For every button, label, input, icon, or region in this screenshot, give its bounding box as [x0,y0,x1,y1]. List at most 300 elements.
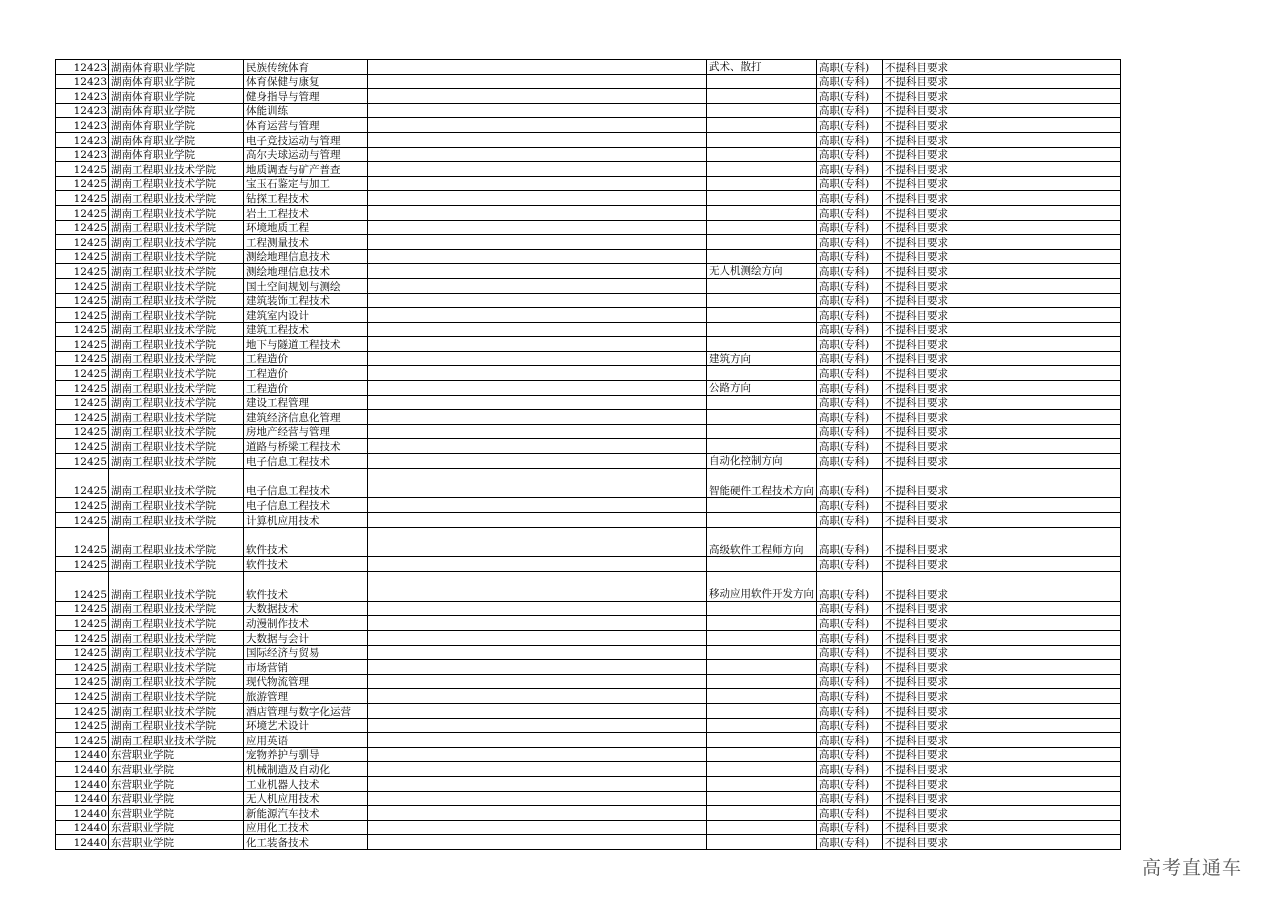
table-row [56,527,1121,557]
education-level-cell: 高职(专科) [817,337,883,352]
major-name-cell: 地质调查与矿产普查 [244,162,368,177]
major-name-cell: 软件技术 [244,572,368,602]
school-name-cell: 湖南工程职业技术学院 [109,689,244,704]
school-name-cell: 东营职业学院 [109,835,244,850]
major-name-cell: 工程测量技术 [244,235,368,250]
table-row [56,733,1121,748]
major-name-cell: 软件技术 [244,557,368,572]
table-row [56,468,1121,498]
education-level-cell: 高职(专科) [817,616,883,631]
school-code-cell: 12425 [56,278,109,293]
table-row [56,395,1121,410]
school-name-cell: 湖南工程职业技术学院 [109,454,244,469]
major-note-cell [368,689,707,704]
major-direction-cell [707,498,817,513]
major-name-cell: 国际经济与贸易 [244,645,368,660]
table-row [56,293,1121,308]
major-direction-cell [707,293,817,308]
subject-requirement-cell: 不提科目要求 [883,337,1121,352]
major-note-cell [368,454,707,469]
education-level-cell: 高职(专科) [817,498,883,513]
major-name-cell: 道路与桥梁工程技术 [244,439,368,454]
major-name-cell: 动漫制作技术 [244,616,368,631]
school-name-cell: 湖南工程职业技术学院 [109,660,244,675]
subject-requirement-cell: 不提科目要求 [883,395,1121,410]
table-row [56,498,1121,513]
subject-requirement-cell: 不提科目要求 [883,132,1121,147]
table-row [56,557,1121,572]
major-name-cell: 建筑装饰工程技术 [244,293,368,308]
table-row [56,162,1121,177]
major-note-cell [368,820,707,835]
school-code-cell: 12423 [56,118,109,133]
education-level-cell: 高职(专科) [817,703,883,718]
table-row [56,410,1121,425]
school-name-cell: 湖南工程职业技术学院 [109,424,244,439]
major-name-cell: 软件技术 [244,527,368,557]
school-code-cell: 12425 [56,733,109,748]
major-direction-cell [707,366,817,381]
school-code-cell: 12425 [56,660,109,675]
subject-requirement-cell: 不提科目要求 [883,424,1121,439]
table-body [56,60,1121,850]
school-name-cell: 湖南体育职业学院 [109,103,244,118]
major-name-cell: 宠物养护与驯导 [244,747,368,762]
major-note-cell [368,527,707,557]
table-row [56,601,1121,616]
major-direction-cell [707,820,817,835]
major-name-cell: 高尔夫球运动与管理 [244,147,368,162]
subject-requirement-cell: 不提科目要求 [883,806,1121,821]
school-name-cell: 湖南体育职业学院 [109,147,244,162]
major-direction-cell [707,645,817,660]
education-level-cell: 高职(专科) [817,118,883,133]
school-code-cell: 12425 [56,557,109,572]
major-note-cell [368,703,707,718]
major-note-cell [368,410,707,425]
school-name-cell: 湖南工程职业技术学院 [109,718,244,733]
major-name-cell: 岩土工程技术 [244,205,368,220]
major-direction-cell: 移动应用软件开发方向 [707,572,817,602]
subject-requirement-cell: 不提科目要求 [883,162,1121,177]
major-note-cell [368,835,707,850]
major-note-cell [368,249,707,264]
education-level-cell: 高职(专科) [817,468,883,498]
major-direction-cell [707,308,817,323]
school-name-cell: 湖南工程职业技术学院 [109,322,244,337]
major-name-cell: 电子信息工程技术 [244,468,368,498]
major-name-cell: 建设工程管理 [244,395,368,410]
major-name-cell: 民族传统体育 [244,60,368,75]
major-note-cell [368,308,707,323]
major-direction-cell: 智能硬件工程技术方向 [707,468,817,498]
subject-requirement-cell: 不提科目要求 [883,572,1121,602]
admissions-table [55,59,1121,850]
major-name-cell: 大数据与会计 [244,630,368,645]
education-level-cell: 高职(专科) [817,747,883,762]
school-code-cell: 12425 [56,718,109,733]
major-note-cell [368,439,707,454]
school-name-cell: 湖南工程职业技术学院 [109,162,244,177]
subject-requirement-cell: 不提科目要求 [883,718,1121,733]
table-row [56,645,1121,660]
major-direction-cell [707,776,817,791]
education-level-cell: 高职(专科) [817,689,883,704]
major-direction-cell [707,132,817,147]
school-code-cell: 12425 [56,176,109,191]
table-row [56,454,1121,469]
major-name-cell: 无人机应用技术 [244,791,368,806]
major-note-cell [368,264,707,279]
school-code-cell: 12425 [56,395,109,410]
table-row [56,660,1121,675]
table-row [56,176,1121,191]
school-code-cell: 12425 [56,454,109,469]
major-name-cell: 房地产经营与管理 [244,424,368,439]
subject-requirement-cell: 不提科目要求 [883,308,1121,323]
school-name-cell: 湖南体育职业学院 [109,118,244,133]
education-level-cell: 高职(专科) [817,322,883,337]
subject-requirement-cell: 不提科目要求 [883,513,1121,528]
school-code-cell: 12425 [56,264,109,279]
subject-requirement-cell: 不提科目要求 [883,220,1121,235]
subject-requirement-cell: 不提科目要求 [883,147,1121,162]
school-code-cell: 12425 [56,191,109,206]
major-direction-cell [707,147,817,162]
table-row [56,308,1121,323]
major-name-cell: 应用化工技术 [244,820,368,835]
school-name-cell: 湖南工程职业技术学院 [109,395,244,410]
school-code-cell: 12425 [56,645,109,660]
major-direction-cell [707,762,817,777]
table-row [56,249,1121,264]
school-name-cell: 湖南工程职业技术学院 [109,381,244,396]
education-level-cell: 高职(专科) [817,351,883,366]
subject-requirement-cell: 不提科目要求 [883,776,1121,791]
major-note-cell [368,674,707,689]
school-code-cell: 12425 [56,689,109,704]
major-direction-cell [707,162,817,177]
major-direction-cell: 无人机测绘方向 [707,264,817,279]
major-name-cell: 工业机器人技术 [244,776,368,791]
table-row [56,264,1121,279]
school-code-cell: 12425 [56,249,109,264]
school-name-cell: 湖南工程职业技术学院 [109,527,244,557]
major-direction-cell [707,424,817,439]
school-code-cell: 12425 [56,293,109,308]
major-direction-cell: 公路方向 [707,381,817,396]
education-level-cell: 高职(专科) [817,235,883,250]
table-row [56,513,1121,528]
major-note-cell [368,176,707,191]
major-note-cell [368,747,707,762]
major-direction-cell [707,747,817,762]
school-code-cell: 12423 [56,60,109,75]
table-row [56,235,1121,250]
major-direction-cell [707,410,817,425]
school-name-cell: 湖南体育职业学院 [109,60,244,75]
school-name-cell: 湖南工程职业技术学院 [109,616,244,631]
subject-requirement-cell: 不提科目要求 [883,191,1121,206]
table-row [56,74,1121,89]
school-code-cell: 12425 [56,527,109,557]
major-note-cell [368,191,707,206]
major-name-cell: 建筑室内设计 [244,308,368,323]
subject-requirement-cell: 不提科目要求 [883,791,1121,806]
subject-requirement-cell: 不提科目要求 [883,103,1121,118]
school-name-cell: 东营职业学院 [109,776,244,791]
school-code-cell: 12440 [56,791,109,806]
major-direction-cell: 自动化控制方向 [707,454,817,469]
major-note-cell [368,89,707,104]
major-direction-cell [707,557,817,572]
school-code-cell: 12425 [56,308,109,323]
major-name-cell: 新能源汽车技术 [244,806,368,821]
table-row [56,205,1121,220]
major-direction-cell [707,718,817,733]
table-row [56,689,1121,704]
major-name-cell: 电子信息工程技术 [244,454,368,469]
major-direction-cell [707,337,817,352]
major-note-cell [368,147,707,162]
major-name-cell: 地下与隧道工程技术 [244,337,368,352]
table-row [56,439,1121,454]
major-note-cell [368,776,707,791]
school-name-cell: 湖南工程职业技术学院 [109,308,244,323]
education-level-cell: 高职(专科) [817,395,883,410]
subject-requirement-cell: 不提科目要求 [883,249,1121,264]
education-level-cell: 高职(专科) [817,410,883,425]
school-name-cell: 湖南工程职业技术学院 [109,191,244,206]
school-code-cell: 12423 [56,132,109,147]
major-note-cell [368,424,707,439]
major-direction-cell [707,74,817,89]
subject-requirement-cell: 不提科目要求 [883,454,1121,469]
major-name-cell: 工程造价 [244,351,368,366]
major-note-cell [368,645,707,660]
school-code-cell: 12423 [56,74,109,89]
education-level-cell: 高职(专科) [817,176,883,191]
school-name-cell: 东营职业学院 [109,791,244,806]
education-level-cell: 高职(专科) [817,806,883,821]
education-level-cell: 高职(专科) [817,89,883,104]
major-note-cell [368,103,707,118]
school-name-cell: 湖南工程职业技术学院 [109,337,244,352]
education-level-cell: 高职(专科) [817,776,883,791]
major-name-cell: 建筑工程技术 [244,322,368,337]
subject-requirement-cell: 不提科目要求 [883,322,1121,337]
table-row [56,747,1121,762]
education-level-cell: 高职(专科) [817,162,883,177]
school-name-cell: 湖南工程职业技术学院 [109,468,244,498]
table-row [56,791,1121,806]
education-level-cell: 高职(专科) [817,835,883,850]
major-note-cell [368,572,707,602]
subject-requirement-cell: 不提科目要求 [883,616,1121,631]
education-level-cell: 高职(专科) [817,557,883,572]
table-row [56,572,1121,602]
school-name-cell: 湖南工程职业技术学院 [109,176,244,191]
subject-requirement-cell: 不提科目要求 [883,630,1121,645]
school-code-cell: 12425 [56,337,109,352]
major-name-cell: 现代物流管理 [244,674,368,689]
school-name-cell: 湖南工程职业技术学院 [109,630,244,645]
education-level-cell: 高职(专科) [817,132,883,147]
school-name-cell: 湖南工程职业技术学院 [109,674,244,689]
school-code-cell: 12440 [56,776,109,791]
subject-requirement-cell: 不提科目要求 [883,264,1121,279]
school-name-cell: 湖南工程职业技术学院 [109,249,244,264]
table-row [56,351,1121,366]
school-name-cell: 湖南工程职业技术学院 [109,410,244,425]
school-name-cell: 湖南工程职业技术学院 [109,513,244,528]
subject-requirement-cell: 不提科目要求 [883,439,1121,454]
subject-requirement-cell: 不提科目要求 [883,278,1121,293]
subject-requirement-cell: 不提科目要求 [883,645,1121,660]
major-note-cell [368,381,707,396]
school-code-cell: 12425 [56,703,109,718]
major-name-cell: 工程造价 [244,366,368,381]
education-level-cell: 高职(专科) [817,220,883,235]
major-name-cell: 环境地质工程 [244,220,368,235]
education-level-cell: 高职(专科) [817,718,883,733]
major-direction-cell: 建筑方向 [707,351,817,366]
major-note-cell [368,630,707,645]
major-note-cell [368,557,707,572]
subject-requirement-cell: 不提科目要求 [883,351,1121,366]
school-code-cell: 12440 [56,806,109,821]
major-direction-cell [707,278,817,293]
major-direction-cell [707,220,817,235]
major-name-cell: 化工装备技术 [244,835,368,850]
school-name-cell: 湖南工程职业技术学院 [109,439,244,454]
school-name-cell: 湖南工程职业技术学院 [109,601,244,616]
major-note-cell [368,513,707,528]
major-direction-cell [707,630,817,645]
school-name-cell: 湖南工程职业技术学院 [109,235,244,250]
major-direction-cell [707,835,817,850]
subject-requirement-cell: 不提科目要求 [883,205,1121,220]
table-row [56,381,1121,396]
school-name-cell: 湖南工程职业技术学院 [109,733,244,748]
school-name-cell: 湖南工程职业技术学院 [109,278,244,293]
major-direction-cell [707,601,817,616]
subject-requirement-cell: 不提科目要求 [883,762,1121,777]
major-name-cell: 体育运营与管理 [244,118,368,133]
major-note-cell [368,366,707,381]
major-note-cell [368,762,707,777]
major-name-cell: 体能训练 [244,103,368,118]
subject-requirement-cell: 不提科目要求 [883,235,1121,250]
school-code-cell: 12425 [56,366,109,381]
subject-requirement-cell: 不提科目要求 [883,381,1121,396]
school-code-cell: 12425 [56,381,109,396]
school-name-cell: 湖南工程职业技术学院 [109,205,244,220]
major-name-cell: 测绘地理信息技术 [244,264,368,279]
school-code-cell: 12440 [56,820,109,835]
table-row [56,674,1121,689]
school-name-cell: 湖南工程职业技术学院 [109,220,244,235]
subject-requirement-cell: 不提科目要求 [883,835,1121,850]
education-level-cell: 高职(专科) [817,791,883,806]
major-note-cell [368,74,707,89]
school-code-cell: 12425 [56,235,109,250]
education-level-cell: 高职(专科) [817,293,883,308]
subject-requirement-cell: 不提科目要求 [883,366,1121,381]
school-code-cell: 12425 [56,322,109,337]
table-row [56,366,1121,381]
major-name-cell: 旅游管理 [244,689,368,704]
education-level-cell: 高职(专科) [817,147,883,162]
school-code-cell: 12423 [56,147,109,162]
major-note-cell [368,395,707,410]
education-level-cell: 高职(专科) [817,762,883,777]
major-direction-cell: 高级软件工程师方向 [707,527,817,557]
school-name-cell: 湖南工程职业技术学院 [109,366,244,381]
subject-requirement-cell: 不提科目要求 [883,601,1121,616]
table-row [56,762,1121,777]
subject-requirement-cell: 不提科目要求 [883,527,1121,557]
table-row [56,60,1121,75]
major-name-cell: 钻探工程技术 [244,191,368,206]
major-name-cell: 电子竞技运动与管理 [244,132,368,147]
education-level-cell: 高职(专科) [817,191,883,206]
major-name-cell: 健身指导与管理 [244,89,368,104]
table-row [56,806,1121,821]
major-name-cell: 宝玉石鉴定与加工 [244,176,368,191]
school-name-cell: 湖南工程职业技术学院 [109,264,244,279]
education-level-cell: 高职(专科) [817,820,883,835]
education-level-cell: 高职(专科) [817,454,883,469]
education-level-cell: 高职(专科) [817,572,883,602]
subject-requirement-cell: 不提科目要求 [883,410,1121,425]
school-name-cell: 湖南工程职业技术学院 [109,293,244,308]
education-level-cell: 高职(专科) [817,733,883,748]
major-direction-cell [707,806,817,821]
education-level-cell: 高职(专科) [817,645,883,660]
education-level-cell: 高职(专科) [817,424,883,439]
table-row [56,220,1121,235]
subject-requirement-cell: 不提科目要求 [883,176,1121,191]
major-note-cell [368,733,707,748]
major-direction-cell [707,439,817,454]
major-direction-cell [707,395,817,410]
table-row [56,278,1121,293]
education-level-cell: 高职(专科) [817,630,883,645]
table-row [56,820,1121,835]
school-code-cell: 12440 [56,747,109,762]
subject-requirement-cell: 不提科目要求 [883,60,1121,75]
subject-requirement-cell: 不提科目要求 [883,74,1121,89]
education-level-cell: 高职(专科) [817,513,883,528]
table-row [56,776,1121,791]
school-name-cell: 东营职业学院 [109,747,244,762]
subject-requirement-cell: 不提科目要求 [883,498,1121,513]
major-name-cell: 工程造价 [244,381,368,396]
school-name-cell: 湖南体育职业学院 [109,132,244,147]
table-row [56,703,1121,718]
school-name-cell: 湖南工程职业技术学院 [109,557,244,572]
major-direction-cell [707,103,817,118]
table-row [56,835,1121,850]
major-note-cell [368,718,707,733]
major-note-cell [368,118,707,133]
subject-requirement-cell: 不提科目要求 [883,747,1121,762]
school-code-cell: 12423 [56,89,109,104]
subject-requirement-cell: 不提科目要求 [883,468,1121,498]
major-direction-cell [707,118,817,133]
school-code-cell: 12425 [56,572,109,602]
